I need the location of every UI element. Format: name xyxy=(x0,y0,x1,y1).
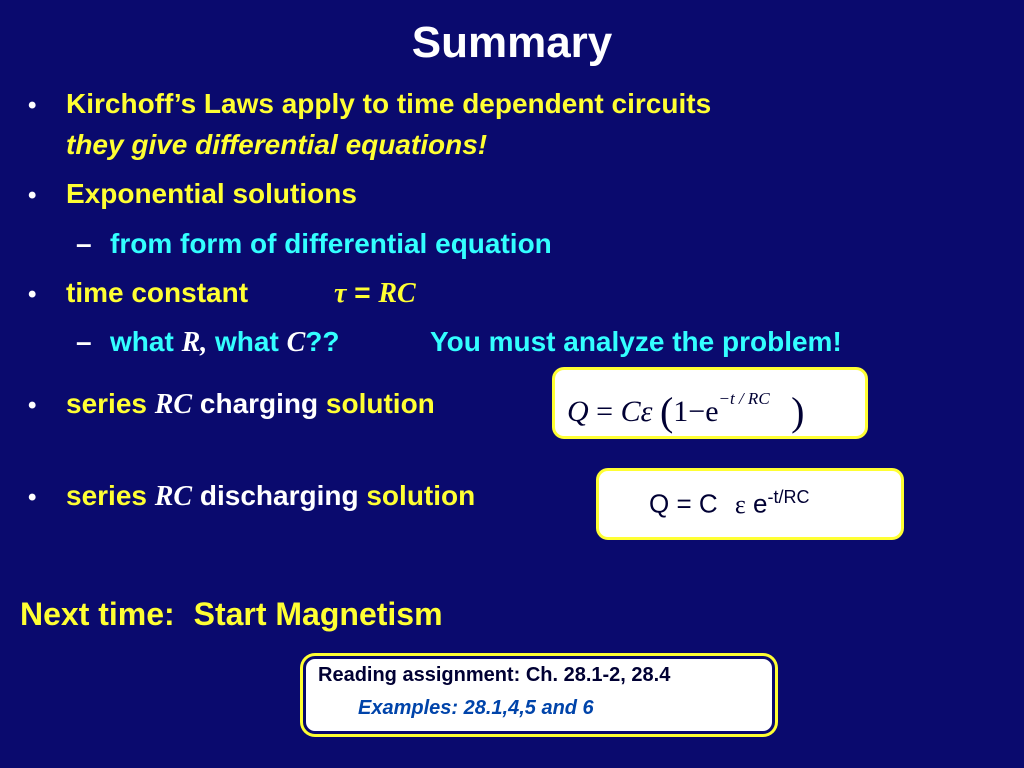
q-symbol: Q xyxy=(567,395,589,428)
rc-symbol: RC xyxy=(378,278,416,309)
examples-list: Examples: 28.1,4,5 and 6 xyxy=(358,697,594,719)
equals-sign: = xyxy=(346,277,379,308)
next-time-heading xyxy=(20,596,443,633)
sub-bullet-dash: – xyxy=(76,228,92,259)
what-r-what-c-text xyxy=(110,326,340,359)
next-time-label: Next time: xyxy=(20,596,175,632)
open-paren: ( xyxy=(659,389,674,434)
differential-equations-note: they give differential equations! xyxy=(66,129,488,160)
tau-symbol: τ xyxy=(334,278,347,309)
epsilon-symbol: ε xyxy=(640,395,653,428)
charging-solution-text xyxy=(66,388,435,421)
discharging-exponent: -t/RC xyxy=(767,487,810,507)
kirchoff-laws-text: Kirchoff’s Laws apply to time dependent circuits xyxy=(66,88,712,119)
reading-assignment: Reading assignment: Ch. 28.1-2, 28.4 xyxy=(318,664,671,686)
discharging-equation xyxy=(649,487,810,520)
bullet-marker: • xyxy=(28,281,37,308)
time-constant-formula xyxy=(334,277,416,310)
discharging-equation-box xyxy=(596,468,904,540)
epsilon-symbol: ε xyxy=(734,489,746,519)
series-word: series xyxy=(66,480,155,511)
form-of-equation-text: from form of differential equation xyxy=(110,228,552,259)
charging-equation xyxy=(567,384,805,434)
series-word: series xyxy=(66,388,155,419)
equals-sign: = xyxy=(596,395,614,428)
bullet-marker: • xyxy=(28,484,37,511)
bullet-marker: • xyxy=(28,182,37,209)
comma: , xyxy=(200,327,208,358)
one: 1 xyxy=(673,395,689,428)
what-r-prefix: what xyxy=(110,326,182,357)
e-base: e xyxy=(705,395,719,428)
charging-word: charging xyxy=(192,388,326,419)
charging-equation-box xyxy=(552,367,868,439)
question-marks: ?? xyxy=(305,326,340,357)
e-base: e xyxy=(753,488,768,519)
slide-title: Summary xyxy=(411,18,613,67)
bullet-marker: • xyxy=(28,392,37,419)
c-symbol: C xyxy=(286,327,306,358)
next-topic: Start Magnetism xyxy=(193,596,443,632)
charging-exponent: −t / RC xyxy=(718,389,770,408)
solution-word: solution xyxy=(366,480,476,511)
exponential-solutions-text: Exponential solutions xyxy=(66,178,357,209)
solution-word: solution xyxy=(325,388,435,419)
rc-symbol: RC xyxy=(154,481,193,512)
r-symbol: R xyxy=(181,327,201,358)
minus-sign: − xyxy=(688,395,706,428)
analyze-problem-text: You must analyze the problem! xyxy=(430,326,842,357)
q-equals-c: Q = C xyxy=(649,488,718,519)
time-constant-text: time constant xyxy=(66,277,249,308)
rc-symbol: RC xyxy=(154,389,193,420)
close-paren: ) xyxy=(791,389,805,434)
discharging-word: discharging xyxy=(192,480,367,511)
what-c-prefix: what xyxy=(207,326,287,357)
bullet-marker: • xyxy=(28,92,37,119)
discharging-solution-text xyxy=(66,480,475,513)
c-symbol: C xyxy=(620,395,641,428)
sub-bullet-dash: – xyxy=(76,326,92,357)
